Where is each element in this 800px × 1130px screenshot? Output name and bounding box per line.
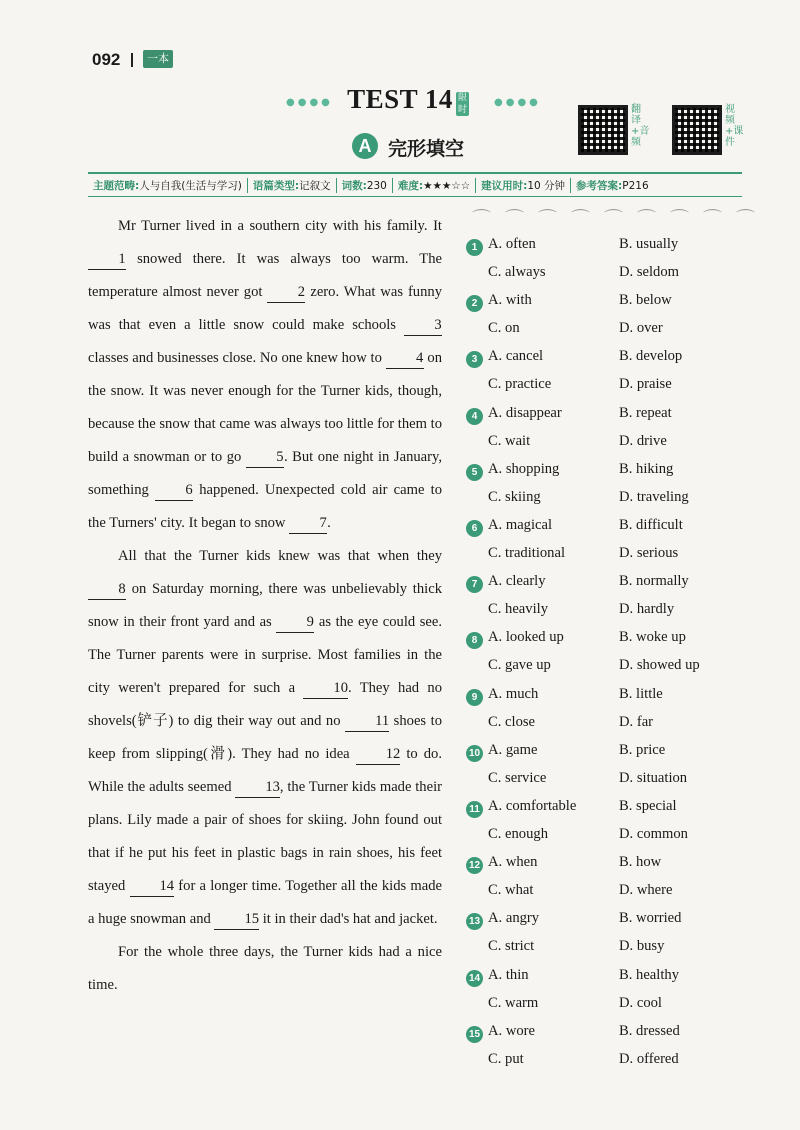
- option-a[interactable]: A. disappear: [488, 404, 562, 421]
- option-c[interactable]: C. traditional: [488, 545, 566, 561]
- option-c[interactable]: C. practice: [488, 376, 552, 393]
- blank-9: 9: [276, 612, 314, 633]
- option-a[interactable]: A. angry: [488, 910, 540, 927]
- paragraph-2: All that the Turner kids knew was that when they 8 on Saturday morning, there was unbelievably thick snow in their front yard and as 9 as the eye could see. The Turner parents were in surprise. Most families in the city weren't prepared for such a 10. They had no shovels(铲子) to dig their way out and no 11 shoes to keep from slipping(滑). They had no idea 12 to do. While the adults seemed 13, the Turner kids made their plans. Lily made a pair of shoes for skiing. John found out that if he put his feet in plastic bags in rain shoes, his feet stayed 14 for a longer time. Together all the kids made a huge snowman and 15 it in their dad's hat and jacket.: [88, 540, 442, 936]
- option-d[interactable]: D. hardly: [619, 601, 675, 618]
- series-logo: 一本: [143, 50, 173, 68]
- page-number-divider: [131, 53, 133, 67]
- blank-1: 1: [88, 249, 126, 270]
- question-number: 11: [466, 801, 483, 818]
- question-15: [466, 1023, 766, 1079]
- option-c[interactable]: C. close: [488, 713, 536, 730]
- option-a[interactable]: A. comfortable: [488, 798, 577, 814]
- option-b[interactable]: B. how: [619, 854, 662, 871]
- option-c[interactable]: C. warm: [488, 994, 539, 1011]
- question-12: [466, 854, 766, 910]
- info-answer: 参考答案:P216: [576, 179, 649, 192]
- option-b[interactable]: B. below: [619, 292, 672, 309]
- option-a[interactable]: A. shopping: [488, 460, 560, 477]
- info-words: 词数:230: [337, 178, 393, 193]
- option-b[interactable]: B. woke up: [619, 629, 686, 646]
- option-d[interactable]: D. situation: [619, 769, 688, 786]
- option-c[interactable]: C. heavily: [488, 601, 548, 618]
- blank-8: 8: [88, 579, 126, 600]
- blank-13: 13: [235, 777, 280, 798]
- decorative-arcs: ⌒⌒⌒⌒⌒⌒⌒⌒⌒: [472, 208, 770, 230]
- question-1: [466, 236, 766, 292]
- option-d[interactable]: D. common: [619, 826, 688, 842]
- cloze-passage: [88, 210, 442, 1002]
- question-number: 7: [466, 576, 483, 593]
- option-d[interactable]: D. drive: [619, 432, 667, 449]
- option-b[interactable]: B. develop: [619, 348, 683, 365]
- option-c[interactable]: C. skiing: [488, 488, 541, 505]
- option-c[interactable]: C. put: [488, 1050, 524, 1067]
- question-number: 14: [466, 970, 483, 987]
- question-7: [466, 573, 766, 629]
- question-number: 2: [466, 295, 483, 312]
- option-b[interactable]: B. difficult: [619, 517, 683, 533]
- option-d[interactable]: D. cool: [619, 994, 662, 1011]
- option-c[interactable]: C. wait: [488, 432, 531, 449]
- section-badge: A: [352, 133, 378, 159]
- blank-2: 2: [267, 282, 305, 303]
- blank-6: 6: [155, 480, 193, 501]
- title-dots-left: ●●●●: [286, 97, 333, 108]
- option-a[interactable]: A. thin: [488, 966, 529, 983]
- option-a[interactable]: A. wore: [488, 1022, 536, 1039]
- info-type: 语篇类型:记叙文: [248, 178, 337, 193]
- option-b[interactable]: B. hiking: [619, 460, 674, 477]
- blank-7: 7: [289, 513, 327, 534]
- question-number: 13: [466, 913, 483, 930]
- info-bar: [88, 172, 742, 197]
- option-c[interactable]: C. service: [488, 769, 547, 786]
- option-b[interactable]: B. special: [619, 798, 677, 814]
- question-number: 15: [466, 1026, 483, 1043]
- blank-5: 5: [246, 447, 284, 468]
- option-a[interactable]: A. with: [488, 292, 532, 309]
- question-9: [466, 686, 766, 742]
- option-d[interactable]: D. offered: [619, 1050, 679, 1067]
- question-number: 8: [466, 632, 483, 649]
- question-2: [466, 292, 766, 348]
- option-d[interactable]: D. where: [619, 882, 673, 899]
- blank-14: 14: [130, 876, 175, 897]
- info-difficulty: 难度:★★★☆☆: [393, 178, 476, 193]
- option-a[interactable]: A. looked up: [488, 629, 564, 646]
- option-b[interactable]: B. dressed: [619, 1022, 680, 1039]
- option-d[interactable]: D. busy: [619, 938, 665, 955]
- question-number: 5: [466, 464, 483, 481]
- question-number: 10: [466, 745, 483, 762]
- blank-12: 12: [356, 744, 401, 765]
- option-d[interactable]: D. praise: [619, 376, 672, 393]
- option-d[interactable]: D. seldom: [619, 264, 679, 280]
- option-a[interactable]: A. magical: [488, 517, 553, 533]
- title-dots-right: ●●●●: [494, 97, 541, 108]
- option-c[interactable]: C. strict: [488, 938, 535, 955]
- option-a[interactable]: A. clearly: [488, 573, 546, 590]
- paragraph-1: Mr Turner lived in a southern city with his family. It 1 snowed there. It was always too warm. The temperature almost never got 2 zero. What was funny was that even a little snow could make schools 3 classes and businesses close. No one knew how to 4 on the snow. It was never enough for the Turner kids, though, because the snow that came was always too little for them to build a snowman or to go 5. But one night in January, something 6 happened. Unexpected cold air came to the Turners' city. It began to snow 7.: [88, 210, 442, 540]
- question-5: [466, 461, 766, 517]
- option-a[interactable]: A. when: [488, 854, 538, 871]
- option-a[interactable]: A. cancel: [488, 348, 544, 365]
- question-number: 6: [466, 520, 483, 537]
- info-topic: 主题范畴:人与自我(生活与学习): [88, 178, 248, 193]
- option-c[interactable]: C. enough: [488, 826, 548, 842]
- question-number: 9: [466, 689, 483, 706]
- option-c[interactable]: C. what: [488, 882, 534, 899]
- question-8: [466, 629, 766, 685]
- blank-10: 10: [303, 678, 348, 699]
- option-b[interactable]: B. worried: [619, 910, 682, 927]
- option-c[interactable]: C. gave up: [488, 657, 551, 674]
- blank-15: 15: [214, 909, 259, 930]
- question-6: [466, 517, 766, 573]
- option-d[interactable]: D. traveling: [619, 488, 689, 505]
- option-d[interactable]: D. over: [619, 320, 663, 337]
- question-number: 1: [466, 239, 483, 256]
- blank-4: 4: [386, 348, 424, 369]
- option-d[interactable]: D. showed up: [619, 657, 700, 674]
- option-b[interactable]: B. price: [619, 741, 666, 758]
- time-limit-stamp: 限时: [457, 93, 467, 115]
- blank-11: 11: [345, 711, 389, 732]
- qr-label-video: 视频+课件: [725, 104, 744, 148]
- qr-code-translation[interactable]: [578, 105, 628, 155]
- option-b[interactable]: B. repeat: [619, 404, 672, 421]
- option-a[interactable]: A. game: [488, 741, 538, 758]
- section-title: 完形填空: [388, 138, 465, 160]
- question-number: 12: [466, 857, 483, 874]
- qr-label-translation: 翻译+音频: [631, 104, 650, 148]
- question-4: [466, 405, 766, 461]
- question-number: 3: [466, 351, 483, 368]
- qr-code-video[interactable]: [672, 105, 722, 155]
- option-c[interactable]: C. on: [488, 320, 520, 337]
- option-b[interactable]: B. healthy: [619, 966, 679, 983]
- question-11: [466, 798, 766, 854]
- option-b[interactable]: B. little: [619, 685, 663, 702]
- blank-3: 3: [404, 315, 442, 336]
- question-number: 4: [466, 408, 483, 425]
- question-10: [466, 742, 766, 798]
- question-14: [466, 967, 766, 1023]
- option-b[interactable]: B. usually: [619, 236, 679, 252]
- test-title: TEST 14: [347, 84, 453, 114]
- option-a[interactable]: A. often: [488, 236, 536, 252]
- option-c[interactable]: C. always: [488, 264, 546, 280]
- option-b[interactable]: B. normally: [619, 573, 689, 590]
- question-13: [466, 910, 766, 966]
- option-a[interactable]: A. much: [488, 685, 539, 702]
- option-d[interactable]: D. serious: [619, 545, 679, 561]
- info-time: 建议用时:10 分钟: [476, 178, 571, 193]
- question-3: [466, 348, 766, 404]
- page-number: 092: [92, 50, 121, 69]
- paragraph-3: For the whole three days, the Turner kids had a nice time.: [88, 944, 442, 993]
- option-d[interactable]: D. far: [619, 713, 654, 730]
